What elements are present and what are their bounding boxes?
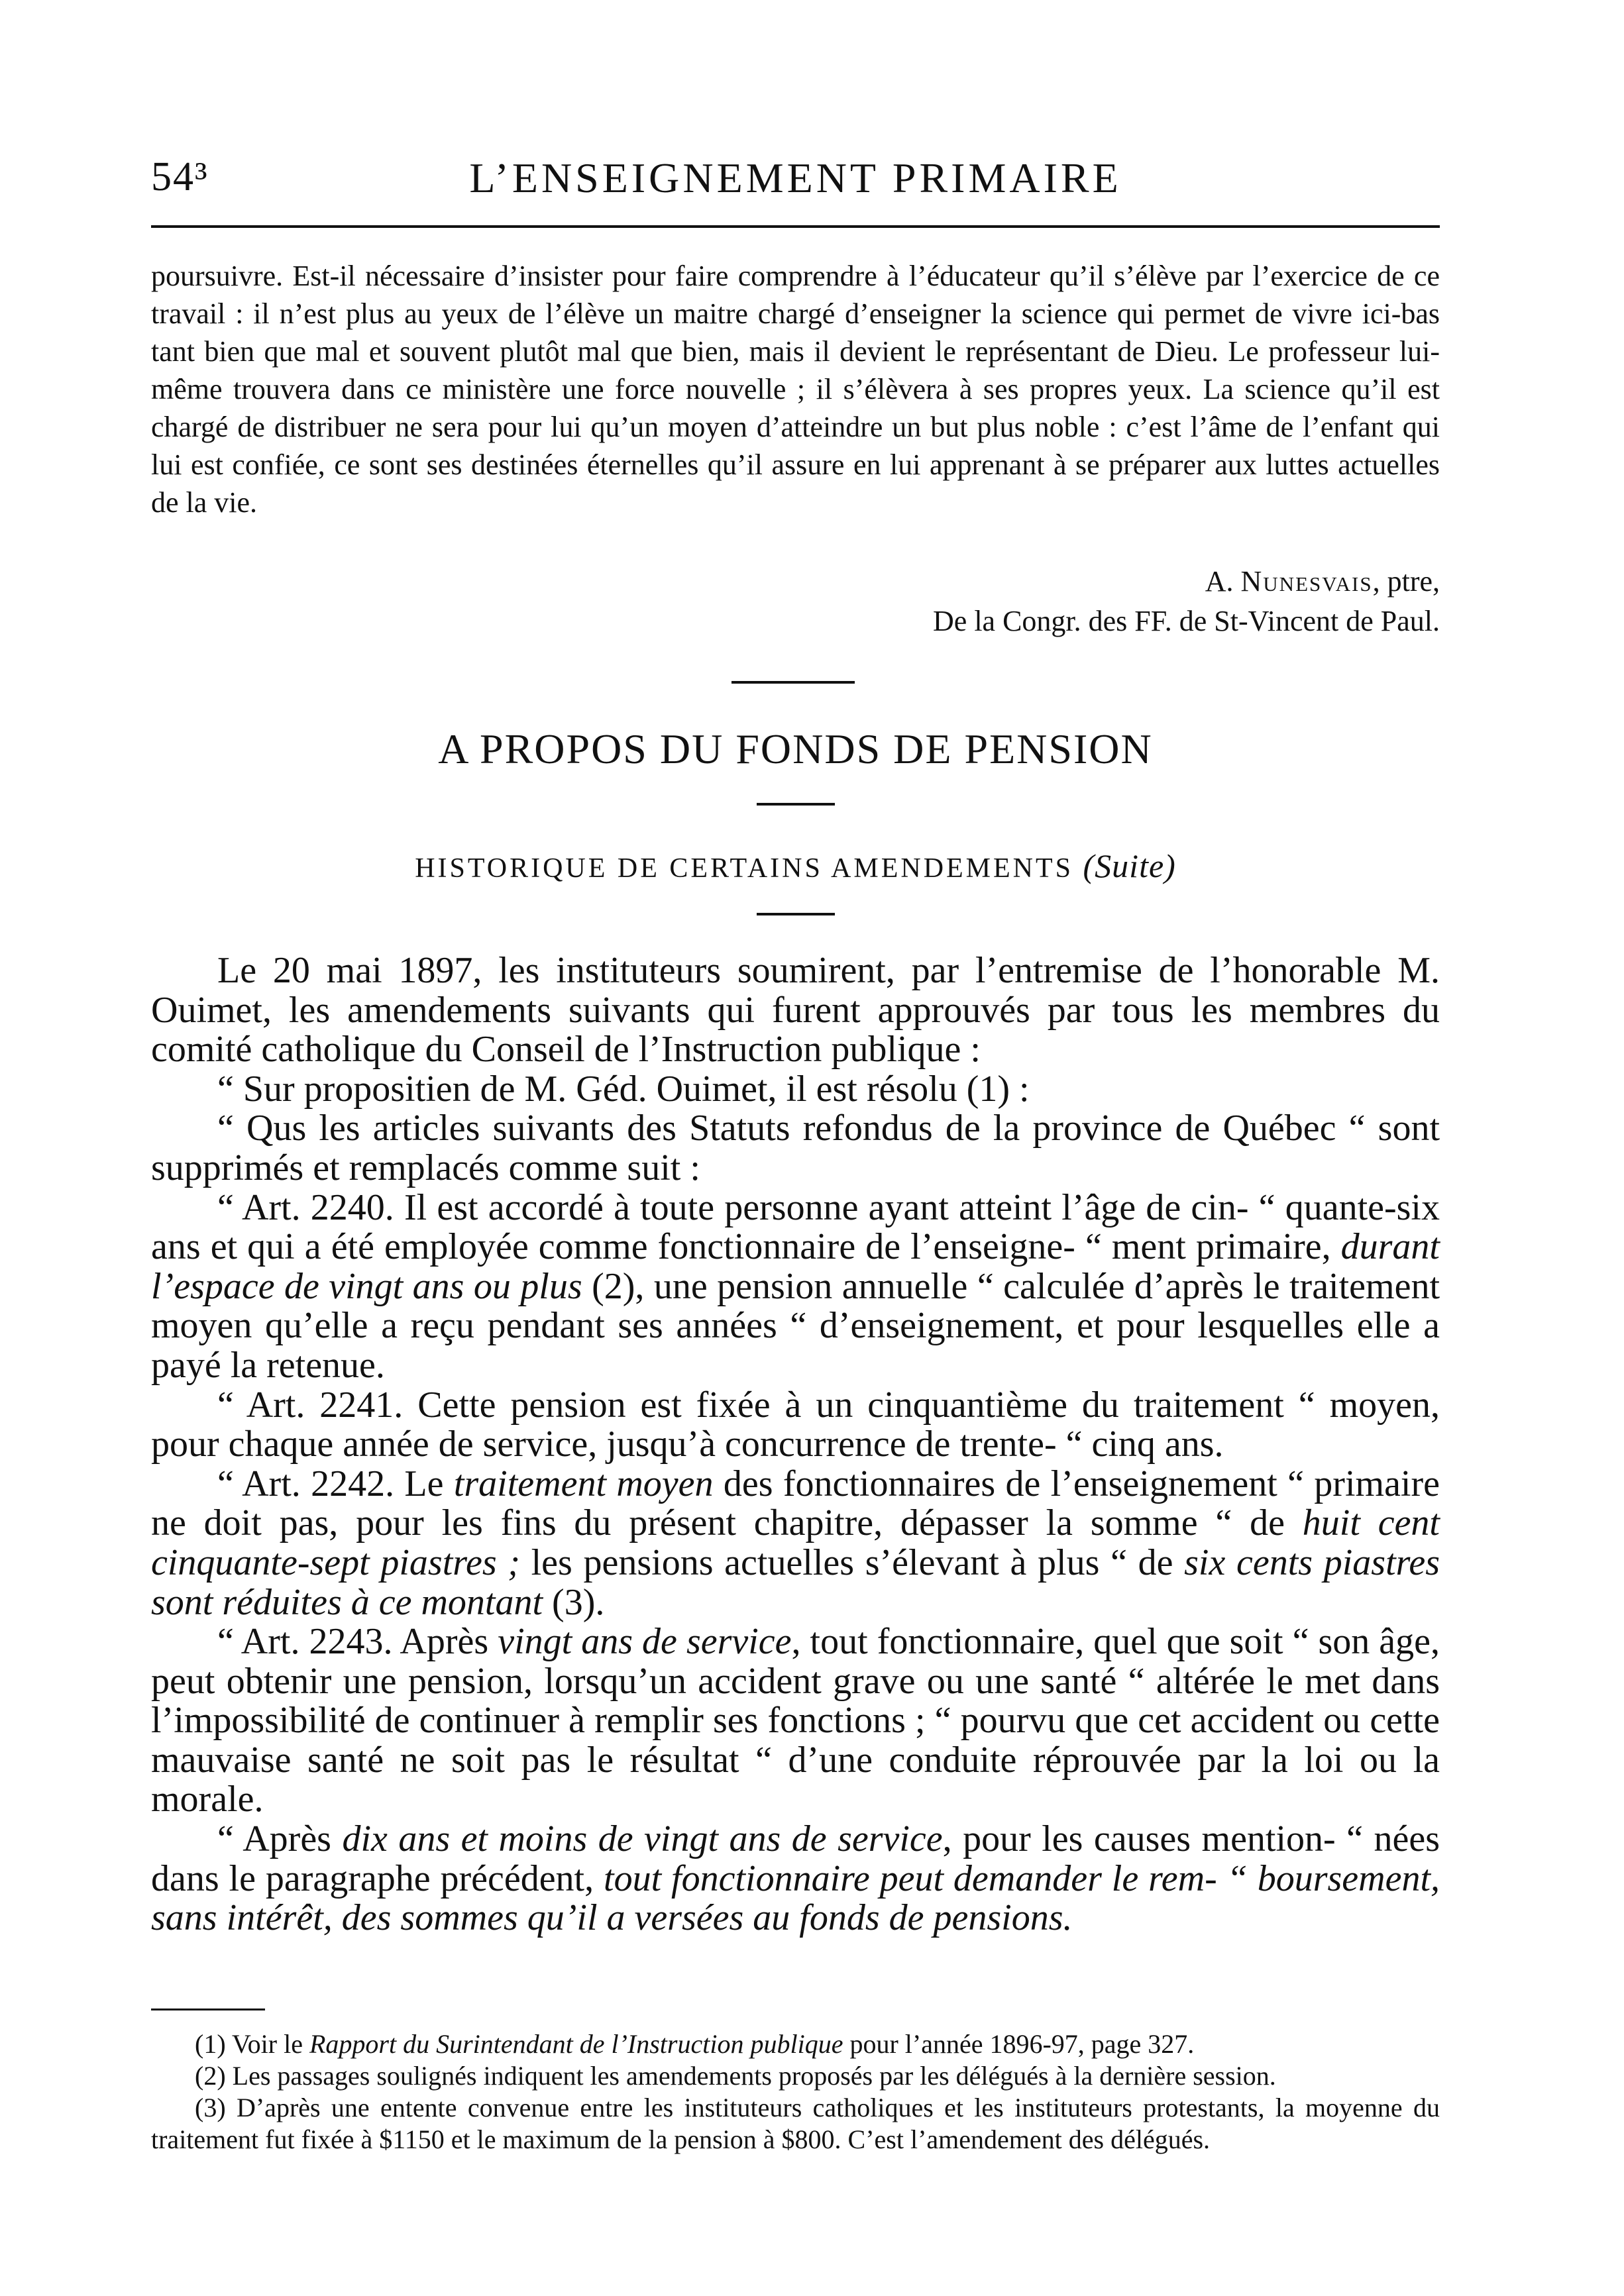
article-2240 bbox=[151, 1188, 1440, 1386]
footnote-1-text-a: (1) Voir le bbox=[195, 2029, 309, 2059]
intro-paragraph: Le 20 mai 1897, les instituteurs soumirent, par l’entremise de l’honorable M. Ouimet, les amendements suivants qui furent approuvés par tous les membres du comité catholique du Conseil de l’Instruction publique : bbox=[151, 950, 1440, 1070]
running-head bbox=[151, 147, 1440, 207]
previous-article-continuation bbox=[151, 257, 1440, 521]
signature bbox=[1205, 564, 1440, 598]
article-body bbox=[151, 951, 1440, 1938]
footnote-rule bbox=[151, 2009, 265, 2010]
signature-congregation: De la Congr. des FF. de St-Vincent de Paul. bbox=[933, 605, 1440, 637]
art-2242-emphasis-1: traitement moyen bbox=[453, 1463, 714, 1504]
section-separator-rule bbox=[731, 681, 855, 684]
page-number: 54³ bbox=[151, 154, 209, 199]
subtitle-suite: (Suite) bbox=[1083, 847, 1176, 884]
art-2240-text-b: (2), une pension annuelle “ calculée d’après le traitement moyen qu’elle a reçu pendant ses années “ d’enseignement, et pour lesquelles elle a payé la retenue. bbox=[151, 1265, 1440, 1386]
article-title: A PROPOS DU FONDS DE PENSION bbox=[438, 725, 1153, 772]
art-2243-text-a: “ Art. 2243. Après bbox=[217, 1621, 498, 1663]
art-2243-text-b: , tout fonctionnaire, quel que soit “ son âge, peut obtenir une pension, lorsqu’un accident grave ou une santé “ altérée le met dans l’impossibilité de continuer à remplir ses fonctions ; “ pourvu que cet accident ou cette mauvaise santé ne soit pas le résultat “ d’une conduite réprouvée par la loi ou la morale. bbox=[151, 1621, 1440, 1820]
art-2242-text-d: (3). bbox=[543, 1581, 605, 1623]
article-2243 bbox=[151, 1622, 1440, 1820]
footnote-1-text-b: pour l’année 1896-97, page 327. bbox=[843, 2029, 1195, 2059]
title-rule bbox=[757, 803, 835, 806]
footnotes bbox=[151, 2028, 1440, 2156]
art-2242-text-c: les pensions actuelles s’élevant à plus “ de bbox=[519, 1541, 1185, 1583]
subtitle-text: HISTORIQUE DE CERTAINS AMENDEMENTS bbox=[415, 853, 1074, 884]
footnote-1-emphasis: Rapport du Surintendant de l’Instruction publique bbox=[309, 2029, 843, 2059]
final-emphasis-2: tout fonctionnaire peut demander le rem- “ boursement, sans intérêt, des sommes qu’il a versées au fonds de pensions. bbox=[151, 1857, 1440, 1939]
final-text-a: “ Après bbox=[217, 1818, 343, 1860]
footnote-3: (3) D’après une entente convenue entre les instituteurs catholiques et les instituteurs protestants, la moyenne du traitement fut fixée à $1150 et le maximum de la pension à $800. C’est l’amendement des délégués. bbox=[151, 2093, 1440, 2154]
subtitle-rule bbox=[757, 913, 835, 915]
art-2242-text-a: “ Art. 2242. Le bbox=[217, 1463, 454, 1504]
art-2242-emphasis-2: huit cent cinquante-sept piastres ; bbox=[151, 1502, 1440, 1583]
art-2240-text-a: “ Art. 2240. Il est accordé à toute personne ayant atteint l’âge de cin- “ quante-six ans et qui a été employée comme fonctionnaire de l’enseigne- “ ment primaire, bbox=[151, 1186, 1440, 1268]
continuation-paragraph: poursuivre. Est-il nécessaire d’insister pour faire comprendre à l’éducateur qu’il s’élève par l’exercice de ce travail : il n’est plus au yeux de l’élève un maitre chargé d’enseigner la science qui permet de vivre ici-bas tant bien que mal et souvent plutôt mal que bien, mais il devient le représentant de Dieu. Le professeur lui-même trouvera dans ce ministère une force nouvelle ; il s’élèvera à ses propres yeux. La science qu’il est chargé de distribuer ne sera pour lui qu’un moyen d’atteindre un but plus noble : c’est l’âme de l’enfant qui lui est confiée, ce sont ses destinées éternelles qu’il assure en lui apprenant à se préparer aux luttes actuelles de la vie. bbox=[151, 260, 1440, 519]
art-2242-text-b: des fonctionnaires de l’enseignement “ primaire ne doit pas, pour les fins du présent chapitre, dépasser la somme “ de bbox=[151, 1463, 1440, 1544]
footnote-1 bbox=[151, 2028, 1440, 2060]
article-2241: “ Art. 2241. Cette pension est fixée à un cinquantième du traitement “ moyen, pour chaque année de service, jusqu’à concurrence de trente- “ cinq ans. bbox=[151, 1384, 1440, 1465]
final-emphasis-1: dix ans et moins de vingt ans de service bbox=[342, 1818, 943, 1860]
preamble-paragraph: “ Qus les articles suivants des Statuts refondus de la province de Québec “ sont supprimés et remplacés comme suit : bbox=[151, 1108, 1440, 1188]
resolution-paragraph: “ Sur propositien de M. Géd. Ouimet, il est résolu (1) : bbox=[217, 1068, 1030, 1110]
art-2242-emphasis-3: six cents piastres sont réduites à ce montant bbox=[151, 1541, 1440, 1623]
header-rule bbox=[151, 225, 1440, 228]
article-2242 bbox=[151, 1465, 1440, 1622]
art-2240-emphasis: durant l’espace de vingt ans ou plus bbox=[151, 1226, 1440, 1307]
footnote-2: (2) Les passages soulignés indiquent les amendements proposés par les délégués à la dernière session. bbox=[195, 2061, 1276, 2091]
running-title: L’ENSEIGNEMENT PRIMAIRE bbox=[469, 154, 1122, 201]
signature-title: , ptre, bbox=[1372, 565, 1440, 598]
art-2243-emphasis: vingt ans de service bbox=[498, 1621, 792, 1663]
signature-name: Nunesvais bbox=[1240, 565, 1373, 598]
final-text-b: , pour les causes mention- “ nées dans le paragraphe précédent, bbox=[151, 1818, 1440, 1899]
article-subtitle bbox=[151, 847, 1440, 885]
final-paragraph bbox=[151, 1820, 1440, 1938]
signature-initial: A. bbox=[1205, 565, 1234, 598]
